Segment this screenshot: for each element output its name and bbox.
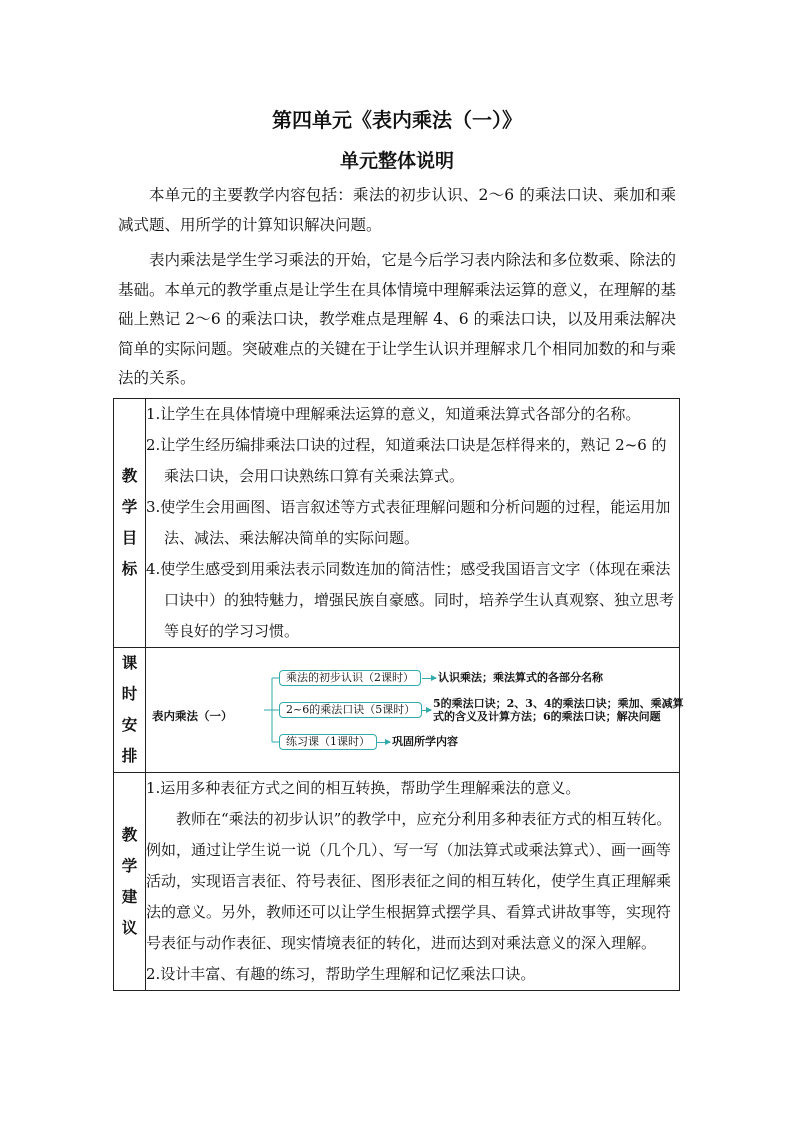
suggestions-content <box>146 773 680 991</box>
intro-paragraph-2: 表内乘法是学生学习乘法的开始，它是今后学习表内除法和多位数乘、除法的基础。本单元的教学重点是让学生在具体情境中理解乘法运算的意义，在理解的基础上熟记 2～6 的乘法口诀，教学难点是理解 4、6 的乘法口诀，以及用乘法解决简单的实际问题。突破难点的关键在于让学生认识并理解求几个相同加数的和与乘法的关系。 <box>118 251 677 387</box>
schedule-label-char: 排 <box>121 747 138 765</box>
suggestion-item-1: 1.运用多种表征方式之间的相互转换，帮助学生理解乘法的意义。 <box>146 779 581 797</box>
schedule-label-char: 安 <box>121 716 138 734</box>
schedule-diagram <box>146 653 684 767</box>
schedule-root: 表内乘法（一） <box>152 709 233 723</box>
suggestions-row <box>114 773 680 991</box>
arrow-icon <box>422 678 436 679</box>
schedule-label-char: 时 <box>121 685 138 703</box>
suggestion-item-2: 2.设计丰富、有趣的练习，帮助学生理解和记忆乘法口诀。 <box>146 965 536 983</box>
goals-label-char: 标 <box>121 560 138 578</box>
suggestions-label-char: 教 <box>121 825 138 844</box>
schedule-note-tables: 5的乘法口诀；2、3、4的乘法口诀；乘加、乘减算式的含义及计算方法；6的乘法口诀；解决问题 <box>433 697 684 723</box>
goal-item: 4.使学生感受到用乘法表示同数连加的简洁性；感受我国语言文字（体现在乘法口诀中）的独特魅力，增强民族自豪感。同时，培养学生认真观察、独立思考等良好的学习习惯。 <box>146 560 675 640</box>
section-subtitle: 单元整体说明 <box>339 150 454 172</box>
schedule-box-tables: 2~6的乘法口诀（5课时） <box>279 702 422 718</box>
unit-plan-table <box>113 398 684 991</box>
schedule-box-practice: 练习课（1课时） <box>279 734 377 750</box>
goals-label-char: 目 <box>121 529 138 547</box>
schedule-note-practice: 巩固所学内容 <box>392 735 458 748</box>
schedule-row <box>114 648 680 773</box>
goals-label <box>114 399 146 648</box>
schedule-label <box>114 648 146 773</box>
goal-item: 1.让学生在具体情境中理解乘法运算的意义，知道乘法算式各部分的名称。 <box>146 405 641 423</box>
goal-item: 3.使学生会用画图、语言叙述等方式表征理解问题和分析问题的过程，能运用加法、减法、乘法解决简单的实际问题。 <box>146 498 671 547</box>
schedule-content <box>146 648 684 773</box>
goal-item: 2.让学生经历编排乘法口诀的过程，知道乘法口诀是怎样得来的，熟记 2~6 的乘法口诀，会用口诀熟练口算有关乘法算式。 <box>146 436 667 485</box>
suggestion-paragraph: 教师在“乘法的初步认识”的教学中，应充分利用多种表征方式的相互转化。例如，通过让学生说一说（几个几）、写一写（加法算式或乘法算式）、画一画等活动，实现语言表征、符号表征、图形表征之间的相互转化，使学生真正理解乘法的意义。另外，教师还可以让学生根据算式摆学具、看算式讲故事等，实现符号表征与动作表征、现实情境表征的转化，进而达到对乘法意义的深入理解。 <box>146 810 672 952</box>
schedule-label-char: 课 <box>121 654 138 672</box>
unit-title: 第四单元《表内乘法（一）》 <box>272 108 522 132</box>
suggestions-label-char: 议 <box>121 918 138 937</box>
suggestions-label-char: 建 <box>121 887 138 906</box>
arrow-icon <box>421 710 431 711</box>
intro-paragraph-1: 本单元的主要教学内容包括：乘法的初步认识、2～6 的乘法口诀、乘加和乘减式题、用所学的计算知识解决问题。 <box>118 186 676 234</box>
goals-label-char: 学 <box>121 498 138 516</box>
suggestions-label-char: 学 <box>121 856 138 875</box>
goals-label-char: 教 <box>121 467 138 485</box>
arrow-icon <box>376 742 390 743</box>
goals-content <box>146 399 680 648</box>
goals-row <box>114 399 680 648</box>
suggestions-label <box>114 773 146 991</box>
schedule-note-intro: 认识乘法；乘法算式的各部分名称 <box>438 671 603 684</box>
schedule-box-intro: 乘法的初步认识（2课时） <box>279 670 421 686</box>
